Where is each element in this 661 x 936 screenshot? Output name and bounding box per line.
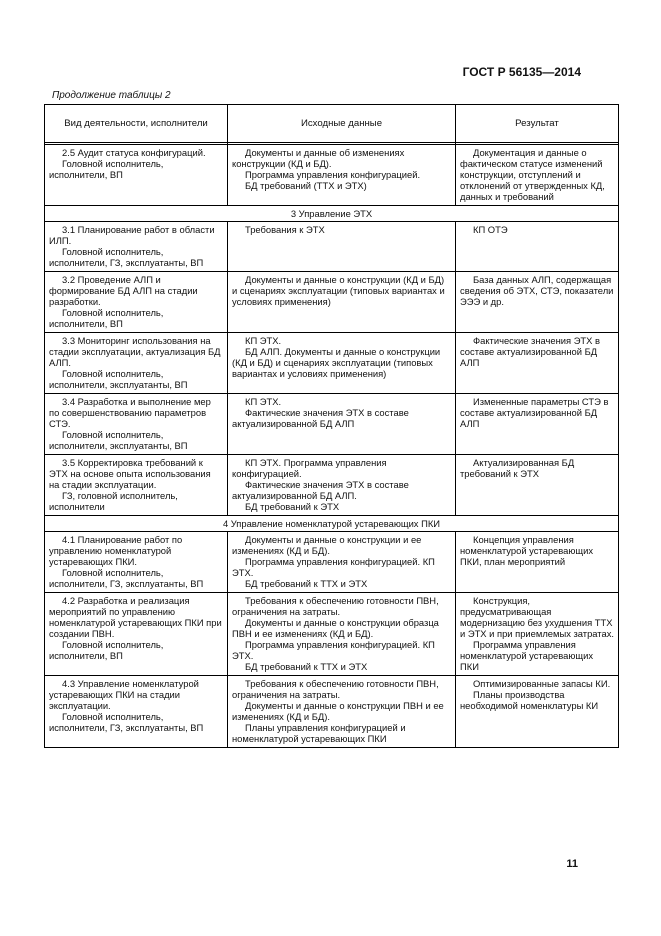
cell-paragraph: Головной исполнитель, исполнители, ГЗ, эксплуатанты, ВП bbox=[49, 246, 204, 268]
activity-cell bbox=[45, 394, 228, 455]
cell-paragraph: Требования к обеспечению готовности ПВН, ограничения на затраты. bbox=[232, 678, 439, 700]
cell-paragraph: Конструкция, предусматривающая модернизацию без ухудшения ТТХ и ЭТХ и при приемлемых затратах. bbox=[460, 595, 615, 639]
cell-paragraph: КП ЭТХ. Программа управления конфигурацией. bbox=[232, 457, 387, 479]
cell-paragraph: 2.5 Аудит статуса конфигураций. bbox=[62, 147, 206, 158]
table-row bbox=[45, 676, 619, 748]
activity-cell bbox=[45, 333, 228, 394]
cell-paragraph: Требования к ЭТХ bbox=[245, 224, 325, 235]
result-cell bbox=[456, 222, 619, 272]
activity-cell bbox=[45, 455, 228, 516]
cell-paragraph: Программа управления конфигурацией. bbox=[245, 169, 421, 180]
input-cell bbox=[228, 593, 456, 676]
cell-paragraph: БД требований к ТТХ и ЭТХ bbox=[245, 578, 368, 589]
cell-paragraph: КП ЭТХ. bbox=[245, 396, 282, 407]
section-title: 3 Управление ЭТХ bbox=[45, 206, 619, 222]
result-cell bbox=[456, 145, 619, 206]
activity-cell bbox=[45, 532, 228, 593]
cell-paragraph: Программа управления конфигурацией. КП ЭТХ. bbox=[232, 639, 435, 661]
result-cell bbox=[456, 532, 619, 593]
cell-paragraph: Концепция управления номенклатурой устаревающих ПКИ, план мероприятий bbox=[460, 534, 594, 567]
document-header: ГОСТ Р 56135—2014 bbox=[462, 65, 581, 79]
cell-paragraph: БД требований к ЭТХ bbox=[245, 501, 340, 512]
cell-paragraph: Головной исполнитель, исполнители, ГЗ, эксплуатанты, ВП bbox=[49, 711, 204, 733]
cell-paragraph: Планы производства необходимой номенклатуры КИ bbox=[460, 689, 599, 711]
cell-paragraph: Головной исполнитель, исполнители, эксплуатанты, ВП bbox=[49, 368, 188, 390]
cell-paragraph: Документы и данные о конструкции образца ПВН и ее изменениях (КД и БД). bbox=[232, 617, 439, 639]
cell-paragraph: Планы управления конфигурацией и номенклатурой устаревающих ПКИ bbox=[232, 722, 406, 744]
cell-paragraph: 4.1 Планирование работ по управлению номенклатурой устаревающих ПКИ. bbox=[49, 534, 183, 567]
cell-paragraph: Документы и данные о конструкции и ее изменениях (КД и БД). bbox=[232, 534, 422, 556]
cell-paragraph: Актуализированная БД требований к ЭТХ bbox=[460, 457, 575, 479]
activity-cell bbox=[45, 676, 228, 748]
cell-paragraph: БД АЛП. Документы и данные о конструкции (КД и БД) и сценариях эксплуатации (типовых вариантах и условиях применения) bbox=[232, 346, 441, 379]
cell-paragraph: Фактические значения ЭТХ в составе актуализированной БД АЛП bbox=[232, 407, 409, 429]
cell-paragraph: 4.3 Управление номенклатурой устаревающих ПКИ на стадии эксплуатации. bbox=[49, 678, 199, 711]
cell-paragraph: Документы и данные о конструкции (КД и БД) и сценариях эксплуатации (типовых вариантах и условиях применения) bbox=[232, 274, 445, 307]
cell-paragraph: 3.5 Корректировка требований к ЭТХ на основе опыта использования на стадии эксплуатации. bbox=[49, 457, 211, 490]
cell-paragraph: Головной исполнитель, исполнители, ВП bbox=[49, 307, 164, 329]
cell-paragraph: 4.2 Разработка и реализация мероприятий по управлению номенклатурой устаревающих ПКИ при создании ПВН. bbox=[49, 595, 222, 639]
activity-cell bbox=[45, 222, 228, 272]
cell-paragraph: КП ОТЭ bbox=[473, 224, 508, 235]
table-row bbox=[45, 222, 619, 272]
cell-paragraph: Оптимизированные запасы КИ. bbox=[473, 678, 611, 689]
input-cell bbox=[228, 676, 456, 748]
cell-paragraph: База данных АЛП, содержащая сведения об ЭТХ, СТЭ, показатели ЭЭЭ и др. bbox=[460, 274, 614, 307]
cell-paragraph: 3.2 Проведение АЛП и формирование БД АЛП на стадии разработки. bbox=[49, 274, 198, 307]
activity-cell bbox=[45, 272, 228, 333]
data-table bbox=[44, 104, 619, 748]
table-row bbox=[45, 145, 619, 206]
result-cell bbox=[456, 676, 619, 748]
cell-paragraph: КП ЭТХ. bbox=[245, 335, 282, 346]
table-header-row bbox=[45, 105, 619, 143]
cell-paragraph: 3.1 Планирование работ в области ИЛП. bbox=[49, 224, 215, 246]
cell-paragraph: 3.3 Мониторинг использования на стадии эксплуатации, актуализация БД АЛП. bbox=[49, 335, 221, 368]
cell-paragraph: Программа управления конфигурацией. КП ЭТХ. bbox=[232, 556, 435, 578]
input-cell bbox=[228, 394, 456, 455]
result-cell bbox=[456, 272, 619, 333]
cell-paragraph: Фактические значения ЭТХ в составе актуализированной БД АЛП bbox=[460, 335, 601, 368]
table-row bbox=[45, 532, 619, 593]
activity-cell bbox=[45, 593, 228, 676]
table-row bbox=[45, 333, 619, 394]
column-header-input: Исходные данные bbox=[228, 105, 456, 143]
cell-paragraph: Требования к обеспечению готовности ПВН, ограничения на затраты. bbox=[232, 595, 439, 617]
column-header-activity: Вид деятельности, исполнители bbox=[45, 105, 228, 143]
result-cell bbox=[456, 333, 619, 394]
cell-paragraph: Головной исполнитель, исполнители, ВП bbox=[49, 158, 164, 180]
cell-paragraph: Фактические значения ЭТХ в составе актуализированной БД АЛП. bbox=[232, 479, 409, 501]
input-cell bbox=[228, 532, 456, 593]
cell-paragraph: БД требований к ТТХ и ЭТХ bbox=[245, 661, 368, 672]
activity-cell bbox=[45, 145, 228, 206]
table-row bbox=[45, 272, 619, 333]
section-title: 4 Управление номенклатурой устаревающих ПКИ bbox=[45, 516, 619, 532]
input-cell bbox=[228, 455, 456, 516]
input-cell bbox=[228, 222, 456, 272]
result-cell bbox=[456, 455, 619, 516]
cell-paragraph: БД требований (ТТХ и ЭТХ) bbox=[245, 180, 367, 191]
table-row bbox=[45, 455, 619, 516]
cell-paragraph: Программа управления номенклатурой устаревающих ПКИ bbox=[460, 639, 594, 672]
cell-paragraph: ГЗ, головной исполнитель, исполнители bbox=[49, 490, 178, 512]
input-cell bbox=[228, 333, 456, 394]
page-number: 11 bbox=[566, 858, 578, 870]
section-row bbox=[45, 516, 619, 532]
table-caption: Продолжение таблицы 2 bbox=[52, 90, 171, 101]
table-row bbox=[45, 593, 619, 676]
cell-paragraph: Документы и данные об изменениях конструкции (КД и БД). bbox=[232, 147, 405, 169]
cell-paragraph: Документация и данные о фактическом статусе изменений конструкции, отступлений и отклонений от утвержденных КД, данных и требований bbox=[460, 147, 605, 202]
result-cell bbox=[456, 593, 619, 676]
cell-paragraph: Измененные параметры СТЭ в составе актуализированной БД АЛП bbox=[460, 396, 609, 429]
section-row bbox=[45, 206, 619, 222]
column-header-result: Результат bbox=[456, 105, 619, 143]
input-cell bbox=[228, 272, 456, 333]
cell-paragraph: Головной исполнитель, исполнители, ГЗ, эксплуатанты, ВП bbox=[49, 567, 204, 589]
cell-paragraph: Документы и данные о конструкции ПВН и ее изменениях (КД и БД). bbox=[232, 700, 444, 722]
result-cell bbox=[456, 394, 619, 455]
table-row bbox=[45, 394, 619, 455]
cell-paragraph: 3.4 Разработка и выполнение мер по совершенствованию параметров СТЭ. bbox=[49, 396, 211, 429]
cell-paragraph: Головной исполнитель, исполнители, эксплуатанты, ВП bbox=[49, 429, 188, 451]
input-cell bbox=[228, 145, 456, 206]
cell-paragraph: Головной исполнитель, исполнители, ВП bbox=[49, 639, 164, 661]
